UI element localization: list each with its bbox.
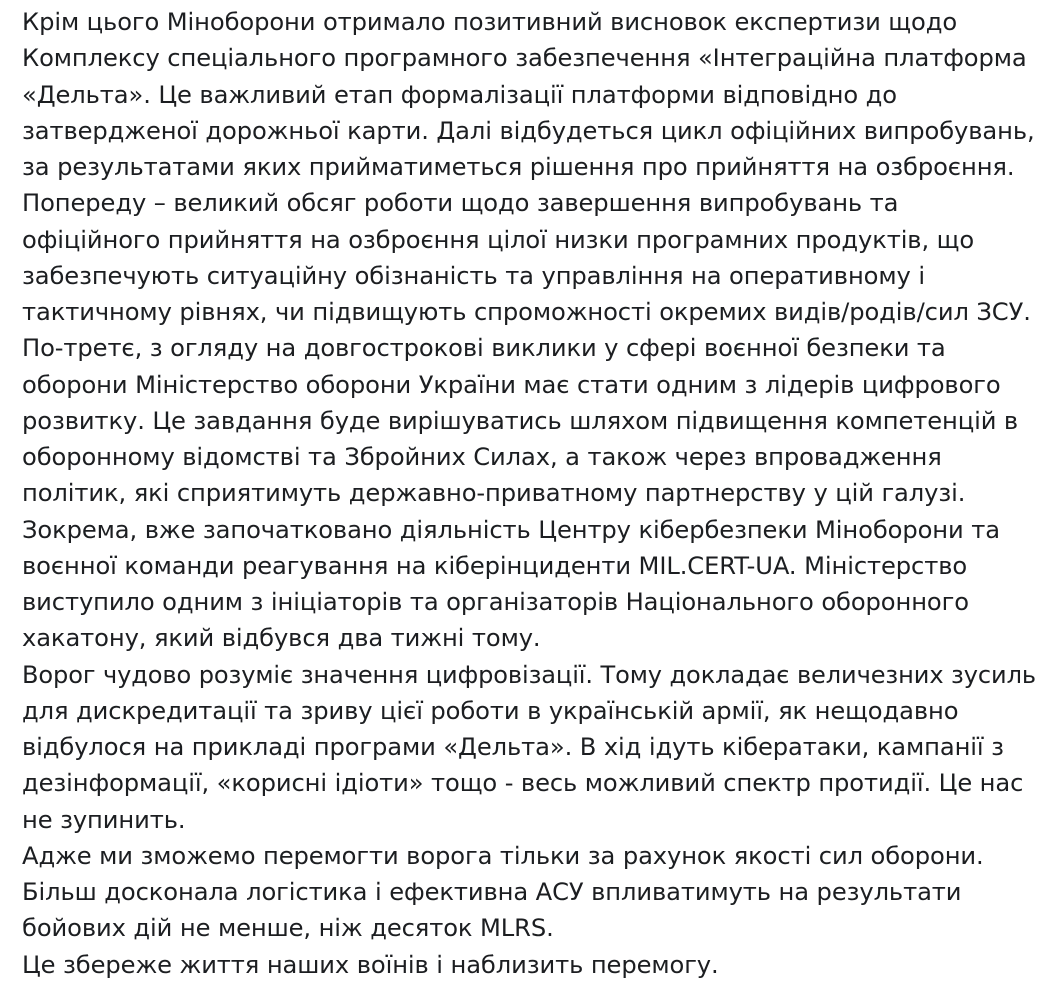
text-line: не зупинить. <box>22 805 186 834</box>
text-line: затвердженої дорожньої карти. Далі відбудеться цикл офіційних випробувань, <box>22 116 1035 145</box>
text-line: офіційного прийняття на озброєння цілої низки програмних продуктів, що <box>22 225 975 254</box>
text-line: розвитку. Це завдання буде вирішуватись шляхом підвищення компетенцій в <box>22 406 1019 435</box>
text-line: за результатами яких прийматиметься рішення про прийняття на озброєння. <box>22 153 1015 181</box>
text-line: Ворог чудово розуміє значення цифровізації. Тому докладає величезних зусиль <box>22 660 1036 689</box>
text-line: Адже ми зможемо перемогти ворога тільки за рахунок якості сил оборони. <box>22 841 984 870</box>
text-line: забезпечують ситуаційну обізнаність та управління на оперативному і <box>22 261 925 290</box>
text-line: для дискредитації та зриву цієї роботи в українській армії, як нещодавно <box>22 696 959 725</box>
text-line: Це збереже життя наших воїнів і наблизить перемогу. <box>22 950 719 979</box>
text-line: Зокрема, вже започатковано діяльність Центру кібербезпеки Міноборони та <box>22 515 1000 544</box>
text-line: По-третє, з огляду на довгострокові виклики у сфері воєнної безпеки та <box>22 334 946 363</box>
text-line: Комплексу спеціального програмного забезпечення «Інтеграційна платформа <box>22 44 1027 73</box>
text-line: відбулося на прикладі програми «Дельта». В хід ідуть кібератаки, кампанії з <box>22 733 1004 761</box>
text-line: Крім цього Міноборони отримало позитивний висновок експертизи щодо <box>22 8 958 36</box>
text-line: оборони Міністерство оборони України має стати одним з лідерів цифрового <box>22 370 1001 399</box>
text-line: тактичному рівнях, чи підвищують спроможності окремих видів/родів/сил ЗСУ. <box>22 298 1031 326</box>
text-line: виступило одним з ініціаторів та організаторів Національного оборонного <box>22 588 969 616</box>
text-line: Попереду – великий обсяг роботи щодо завершення випробувань та <box>22 189 899 218</box>
text-line: воєнної команди реагування на кіберінциденти MIL.CERT-UA. Міністерство <box>22 551 968 580</box>
text-line: «Дельта». Це важливий етап формалізації платформи відповідно до <box>22 80 898 109</box>
text-line: хакатону, який відбувся два тижні тому. <box>22 624 541 653</box>
text-line: бойових дій не менше, ніж десяток MLRS. <box>22 914 554 943</box>
text-line: політик, які сприятимуть державно-приватному партнерству у цій галузі. <box>22 479 966 508</box>
text-line: оборонному відомстві та Збройних Силах, а також через впровадження <box>22 443 942 471</box>
text-line: дезінформації, «корисні ідіоти» тощо - весь можливий спектр протидії. Це нас <box>22 769 1024 798</box>
text-line: Більш досконала логістика і ефективна АСУ впливатимуть на результати <box>22 878 962 906</box>
